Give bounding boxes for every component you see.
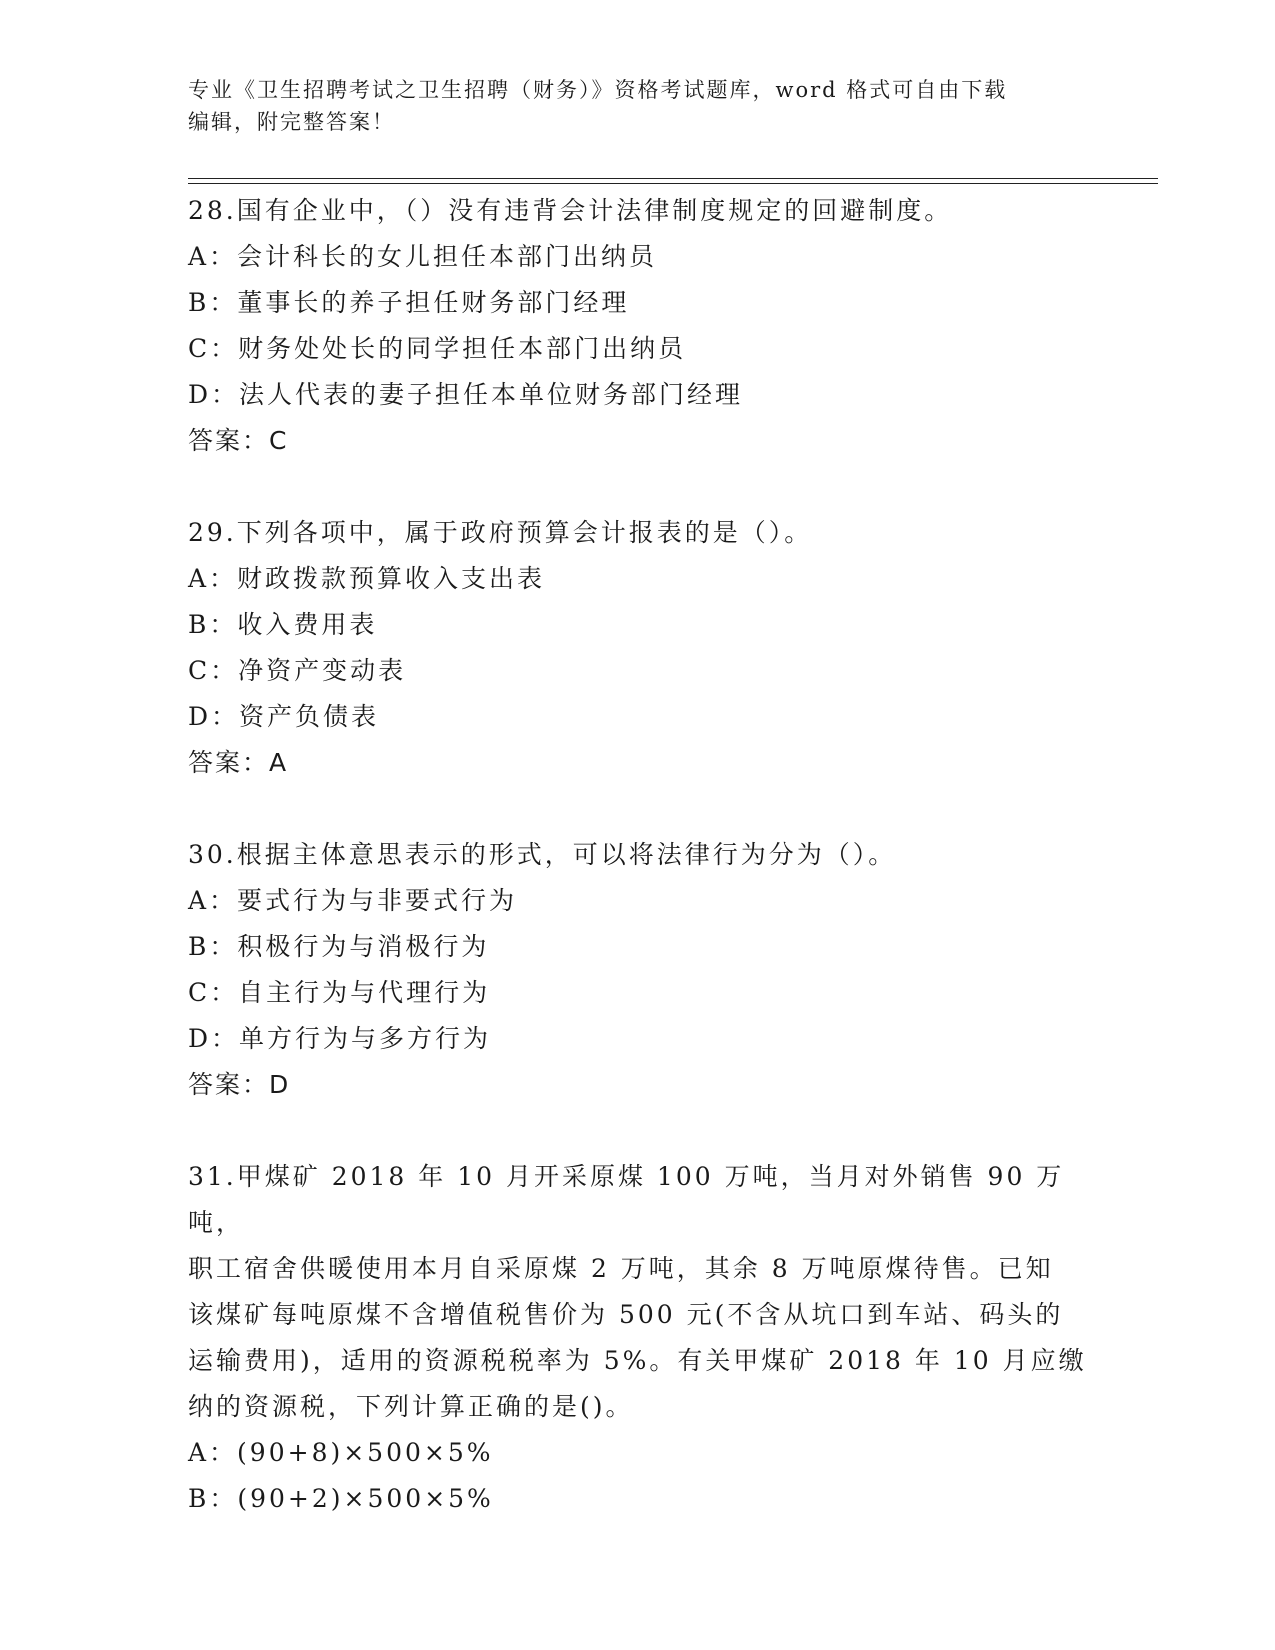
- question-stem-line: 该煤矿每吨原煤不含增值税售价为 500 元(不含从坑口到车站、码头的: [188, 1300, 1064, 1329]
- option-a: A：(90+8)×500×5%: [188, 1438, 494, 1467]
- question-stem-line: 职工宿舍供暖使用本月自采原煤 2 万吨，其余 8 万吨原煤待售。已知: [188, 1254, 1054, 1283]
- header-divider-top: [188, 178, 1158, 179]
- option-c: C：自主行为与代理行为: [188, 978, 491, 1007]
- option-b: B：(90+2)×500×5%: [188, 1484, 494, 1513]
- question-stem-line: 31.甲煤矿 2018 年 10 月开采原煤 100 万吨，当月对外销售 90 万吨，: [188, 1162, 1065, 1237]
- option-c: C：财务处处长的同学担任本部门出纳员: [188, 334, 687, 363]
- answer: 答案：D: [188, 1070, 291, 1099]
- question-28: [188, 188, 1088, 464]
- question-30: [188, 832, 1088, 1108]
- answer: 答案：C: [188, 426, 289, 455]
- question-stem: 30.根据主体意思表示的形式，可以将法律行为分为（）。: [188, 840, 897, 869]
- question-stem: 29.下列各项中，属于政府预算会计报表的是（）。: [188, 518, 813, 547]
- question-stem-line: 运输费用)，适用的资源税税率为 5%。有关甲煤矿 2018 年 10 月应缴: [188, 1346, 1087, 1375]
- header-divider-bottom: [188, 183, 1158, 184]
- option-b: B：董事长的养子担任财务部门经理: [188, 288, 630, 317]
- document-header: [188, 74, 1068, 138]
- question-29: [188, 510, 1088, 786]
- option-a: A：要式行为与非要式行为: [188, 886, 518, 915]
- question-stem: 28.国有企业中，（）没有违背会计法律制度规定的回避制度。: [188, 196, 953, 225]
- option-b: B：收入费用表: [188, 610, 378, 639]
- option-a: A：财政拨款预算收入支出表: [188, 564, 546, 593]
- header-line-2: 编辑，附完整答案！: [188, 110, 395, 134]
- answer: 答案：A: [188, 748, 289, 777]
- option-b: B：积极行为与消极行为: [188, 932, 490, 961]
- option-d: D：资产负债表: [188, 702, 380, 731]
- option-d: D：法人代表的妻子担任本单位财务部门经理: [188, 380, 744, 409]
- question-31: [188, 1154, 1088, 1522]
- header-line-1: 专业《卫生招聘考试之卫生招聘（财务）》资格考试题库，word 格式可自由下载: [188, 78, 1008, 102]
- option-a: A：会计科长的女儿担任本部门出纳员: [188, 242, 658, 271]
- option-c: C：净资产变动表: [188, 656, 407, 685]
- question-stem-line: 纳的资源税，下列计算正确的是()。: [188, 1392, 634, 1421]
- option-d: D：单方行为与多方行为: [188, 1024, 492, 1053]
